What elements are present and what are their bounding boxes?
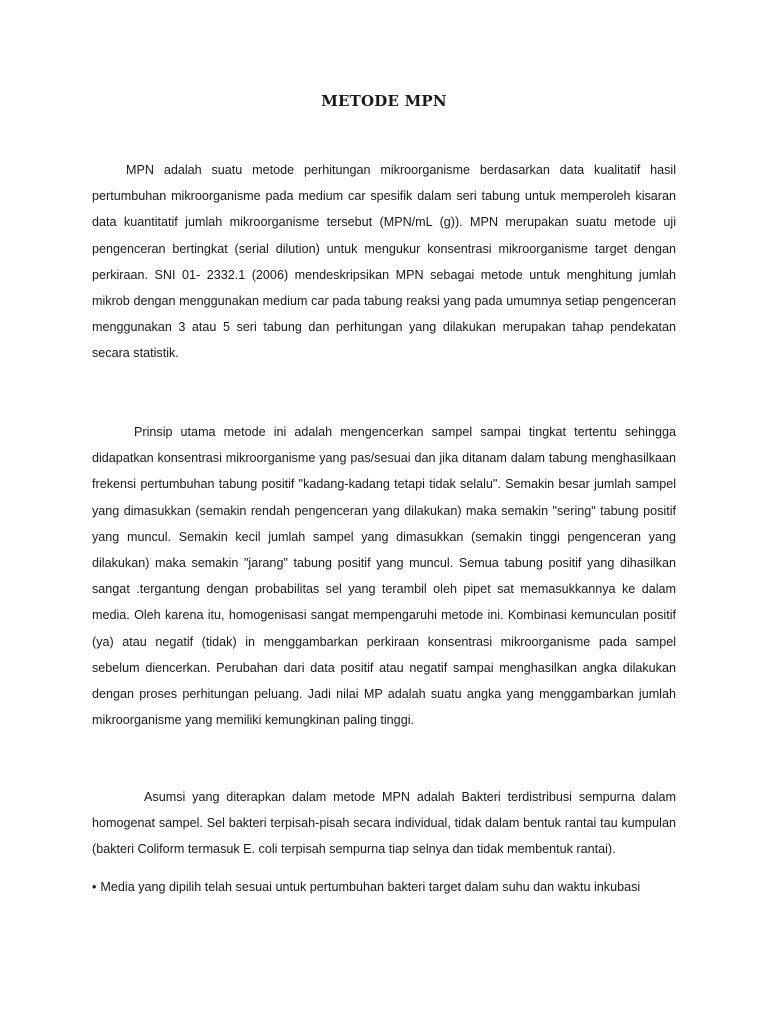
- paragraph-definition: MPN adalah suatu metode perhitungan mikroorganisme berdasarkan data kualitatif hasil pertumbuhan mikroorganisme pada medium car spesifik dalam seri tabung untuk memperoleh kisaran data kuantitatif jumlah mikroorganisme tersebut (MPN/mL (g)). MPN merupakan suatu metode uji pengenceran bertingkat (serial dilution) untuk mengukur konsentrasi mikroorganisme target dengan perkiraan. SNI 01- 2332.1 (2006) mendeskripsikan MPN sebagai metode untuk menghitung jumlah mikrob dengan menggunakan medium car pada tabung reaksi yang pada umumnya setiap pengenceran menggunakan 3 atau 5 seri tabung dan perhitungan yang dilakukan merupakan tahap pendekatan secara statistik.: [92, 163, 676, 361]
- bullet-item: [92, 874, 676, 900]
- paragraph-assumptions: Asumsi yang diterapkan dalam metode MPN adalah Bakteri terdistribusi sempurna dalam homogenat sampel. Sel bakteri terpisah-pisah secara individual, tidak dalam bentuk rantai tau kumpulan (bakteri Coliform termasuk E. coli terpisah sempurna tiap selnya dan tidak membentuk rantai).: [92, 790, 676, 857]
- bullet-item-text: Media yang dipilih telah sesuai untuk pertumbuhan bakteri target dalam suhu dan waktu inkubasi: [100, 880, 641, 894]
- bullet-mark: •: [92, 880, 97, 894]
- page-title: METODE MPN: [321, 92, 447, 110]
- paragraph-principle: Prinsip utama metode ini adalah mengencerkan sampel sampai tingkat tertentu sehingga didapatkan konsentrasi mikroorganisme yang pas/sesuai dan jika ditanam dalam tabung menghasilkaan frekensi pertumbuhan tabung positif "kadang-kadang tetapi tidak selalu". Semakin besar jumlah sampel yang dimasukkan (semakin rendah pengenceran yang dilakukan) maka semakin "sering" tabung positif yang muncul. Semakin kecil jumlah sampel yang dimasukkan (semakin tinggi pengenceran yang dilakukan) maka semakin "jarang" tabung positif yang muncul. Semua tabung positif yang dihasilkan sangat .tergantung dengan probabilitas sel yang terambil oleh pipet sat memasukkannya ke dalam media. Oleh karena itu, homogenisasi sangat mempengaruhi metode ini. Kombinasi kemunculan positif (ya) atau negatif (tidak) in menggambarkan perkiraan konsentrasi mikroorganisme pada sampel sebelum diencerkan. Perubahan dari data positif atau negatif sampai menghasilkan angka dilakukan dengan proses perhitungan peluang. Jadi nilai MP adalah suatu angka yang menggambarkan jumlah mikroorganisme yang memiliki kemungkinan paling tinggi.: [92, 425, 676, 728]
